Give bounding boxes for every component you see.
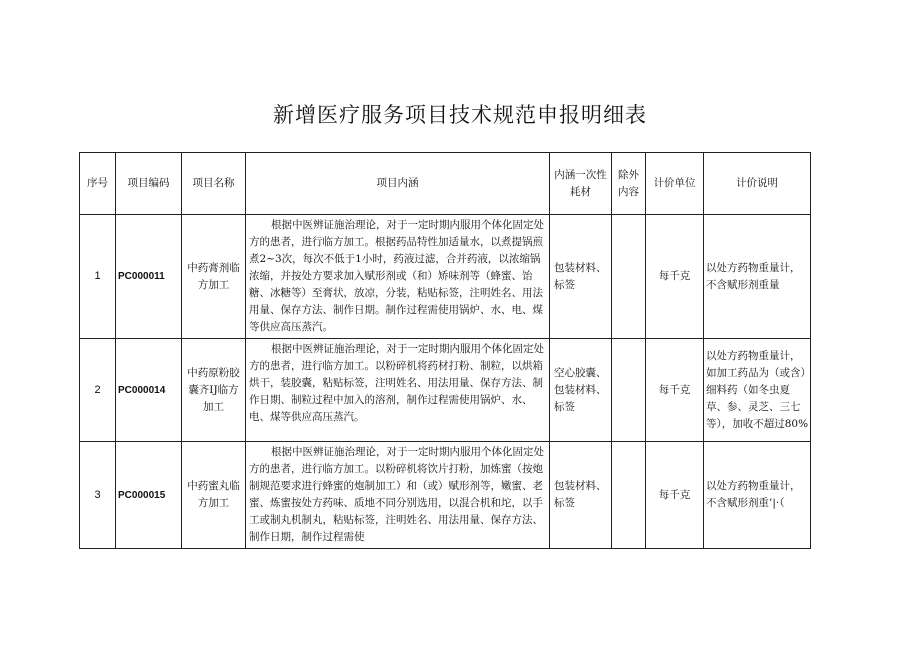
row-exclusions (612, 339, 646, 442)
row-code: PC000011 (116, 215, 182, 339)
row-code: PC000015 (116, 442, 182, 549)
header-name: 项目名称 (182, 153, 246, 215)
header-content: 项目内涵 (246, 153, 550, 215)
row-exclusions (612, 215, 646, 339)
row-unit: 每千克 (646, 442, 704, 549)
header-seq: 序号 (80, 153, 116, 215)
row-seq: 3 (80, 442, 116, 549)
row-consumables: 包装材料、标签 (550, 215, 612, 339)
row-code: PC000014 (116, 339, 182, 442)
row-name: 中药原粉胶囊齐IJ临方加工 (182, 339, 246, 442)
row-name: 中药蜜丸临方加工 (182, 442, 246, 549)
row-seq: 2 (80, 339, 116, 442)
row-consumables: 包装材料、标签 (550, 442, 612, 549)
row-content: 根据中医辨证施治理论，对于一定时期内服用个体化固定处方的患者，进行临方加工。以粉碎机将药材打粉、制粒，以烘箱烘干，装胶囊，粘贴标签，注明姓名、用法用量、保存方法、制作日期、制粒过程中加入的溶剂，制作过程需使用锅炉、水、电、煤等供应高压蒸汽。 (249, 343, 545, 423)
header-exclusions: 除外内容 (612, 153, 646, 215)
header-unit: 计价单位 (646, 153, 704, 215)
row-content: 根据中医辨证施治理论，对于一定时期内服用个体化固定处方的患者，进行临方加工。根据药品特性加适量水，以煮提锅煎煮2~3次，每次不低于1小时，药液过滤，合并药液，以浓缩锅浓缩，并按处方要求加入赋形剂或（和）矫味剂等（蜂蜜、饴糖、冰糖等）至膏状，放凉，分装，粘贴标签，注明姓名、用法用量、保存方法、制作日期。制作过程需使用锅炉、水、电、煤等供应高压蒸汽。 (249, 219, 545, 333)
row-note: 以处方药物重量计，不含赋形剂重’|·（ (704, 442, 811, 549)
row-seq: 1 (80, 215, 116, 339)
table-row (80, 339, 811, 442)
row-unit: 每千克 (646, 215, 704, 339)
header-note: 计价说明 (704, 153, 811, 215)
header-consumables: 内涵一次性耗材 (550, 153, 612, 215)
header-code: 项目编码 (116, 153, 182, 215)
row-note: 以处方药物重量计，如加工药品为（或含）细料药（如冬虫夏草、参、灵芝、三七等），加收不超过80% (704, 339, 811, 442)
table-row (80, 215, 811, 339)
row-exclusions (612, 442, 646, 549)
table-row (80, 442, 811, 549)
row-unit: 每千克 (646, 339, 704, 442)
row-content: 根据中医辨证施治理论，对于一定时期内服用个体化固定处方的患者，进行临方加工。以粉碎机将饮片打粉，加炼蜜（按炮制规范要求进行蜂蜜的炮制加工）和（或）赋形剂等，嫩蜜、老蜜、炼蜜按处方药味、质地不同分别选用，以混合机和坨，以手工或制丸机制丸，粘贴标签，注明姓名、用法用量、保存方法、制作日期，制作过程需使 (249, 446, 545, 543)
row-note: 以处方药物重量计，不含赋形剂重量 (704, 215, 811, 339)
row-name: 中药膏剂临方加工 (182, 215, 246, 339)
spec-table (79, 152, 811, 549)
row-consumables: 空心胶囊、包装材料、标签 (550, 339, 612, 442)
table-header-row (80, 153, 811, 215)
page-title: 新增医疗服务项目技术规范申报明细表 (273, 103, 647, 127)
